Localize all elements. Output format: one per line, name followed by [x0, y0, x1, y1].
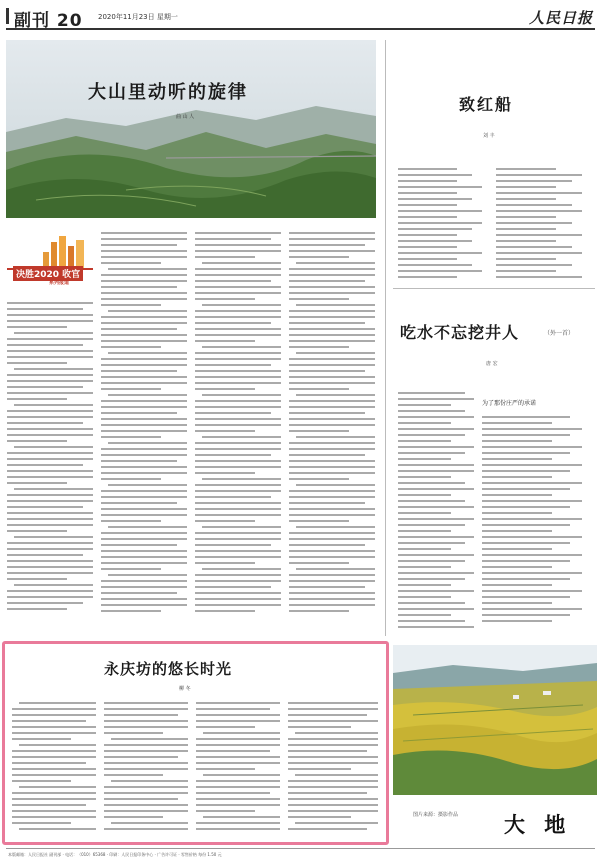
feature-column-3 [196, 702, 280, 834]
column-divider [385, 40, 386, 636]
masthead-bar [6, 8, 9, 24]
promo-label: 决胜2020 收官 [13, 266, 83, 281]
text-column-4 [289, 232, 375, 616]
text-column-1 [7, 302, 93, 614]
feature-article-author: 柳 冬 [179, 686, 191, 692]
feature-column-4 [288, 702, 378, 834]
poem-stanza-left [398, 168, 482, 282]
poem-author: 刘 丰 [483, 133, 495, 139]
top-article-title: 大山里动听的旋律 [88, 82, 248, 103]
water-article-title: 吃水不忘挖井人 [400, 323, 520, 342]
feature-article-title: 永庆坊的悠长时光 [104, 660, 233, 678]
photo-caption: 图片来源：摄影作品 [413, 812, 459, 818]
poem-title: 致红船 [459, 95, 514, 114]
side-column-title: 为了那份庄严的承诺 [482, 400, 537, 407]
footer-text: 本版邮箱：人民日报社 副刊部 · 电话：（010）65368 · 印刷：人民日报印务中心 · 广告许可证 · 零售价格 每份 1.50 元 [8, 852, 222, 857]
water-verse-left [398, 392, 474, 632]
water-article-subtitle: （外一首） [544, 330, 575, 337]
section-divider [393, 288, 595, 289]
side-column-text [482, 416, 582, 626]
feature-column-2 [104, 702, 188, 834]
feature-column-1 [12, 702, 96, 834]
masthead [6, 6, 595, 30]
promo-block [7, 232, 93, 296]
farmland-photo [393, 645, 597, 795]
section-title: 副刊 20 [14, 11, 83, 31]
footer [6, 848, 595, 861]
text-column-2 [101, 232, 187, 616]
city-skyline-icon [7, 232, 93, 296]
section-logo-dadi: 大 地 [504, 812, 572, 837]
issue-date: 2020年11月23日 星期一 [98, 13, 178, 21]
top-article-author: 曲 山 人 [176, 114, 195, 120]
text-column-3 [195, 232, 281, 616]
mountain-photo [6, 40, 376, 218]
newspaper-logo: 人民日报 [528, 9, 593, 27]
promo-sublabel: 系列报道 [49, 280, 70, 286]
water-article-author: 唐 宏 [486, 361, 498, 367]
poem-stanza-right [496, 168, 582, 282]
